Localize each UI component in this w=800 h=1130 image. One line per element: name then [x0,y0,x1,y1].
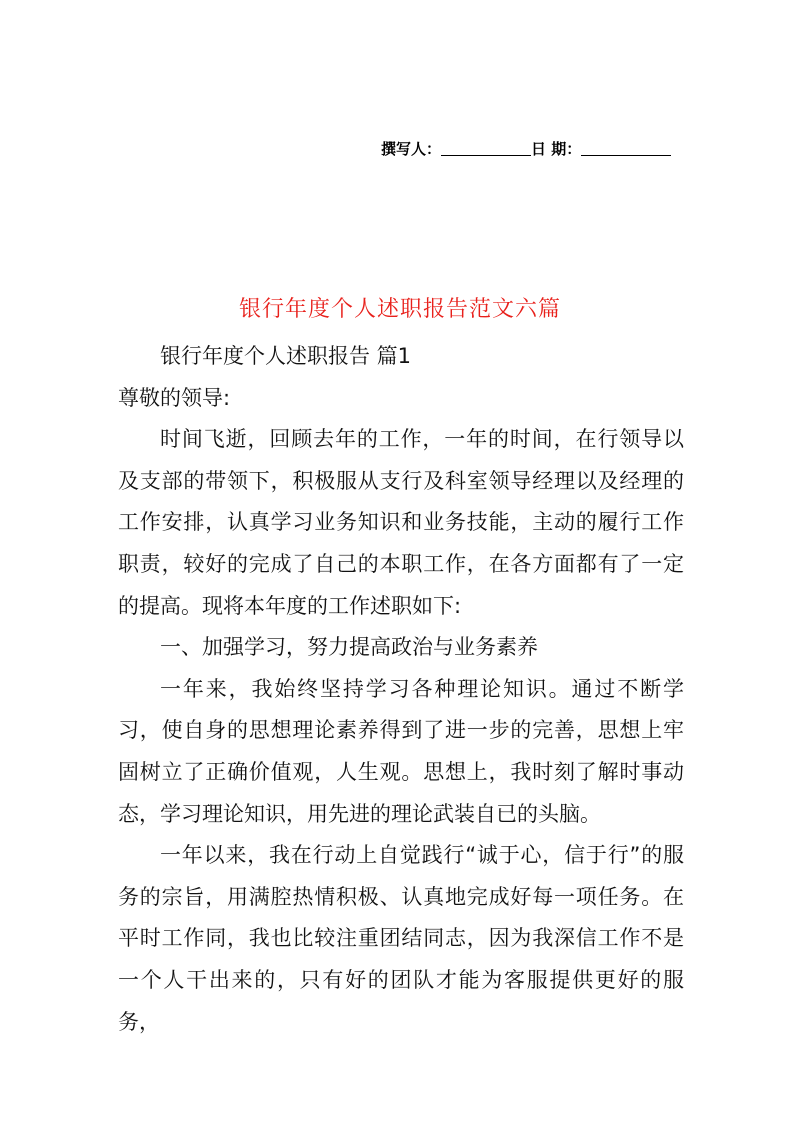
paragraph: 时间飞逝，回顾去年的工作，一年的时间，在行领导以及支部的带领下，积极服从支行及科室领导经理以及经理的工作安排，认真学习业务知识和业务技能，主动的履行工作职责，较好的完成了自己的本职工作，在各方面都有了一定的提高。现将本年度的工作述职如下: [118,427,684,618]
author-blank-field [441,141,531,156]
document-subtitle: 银行年度个人述职报告 篇1 [160,344,412,368]
date-label: 日 期： [531,140,582,158]
paragraph: 一年来，我始终坚持学习各种理论知识。通过不断学习，使自身的思想理论素养得到了进一步的完善，思想上牢固树立了正确价值观，人生观。思想上，我时刻了解时事动态，学习理论知识，用先进的理论武装自已的头脑。 [118,676,684,826]
paragraph: 一年以来，我在行动上自觉践行“诚于心，信于行”的服务的宗旨，用满腔热情积极、认真地完成好每一项任务。在平时工作同，我也比较注重团结同志，因为我深信工作不是一个人干出来的，只有好的团队才能为客服提供更好的服务， [118,843,684,1034]
author-date-line [381,138,671,159]
document-title: 银行年度个人述职报告范文六篇 [238,297,561,322]
document-body [118,336,684,1043]
date-blank-field [581,141,671,156]
salutation: 尊敬的领导: [118,385,231,410]
section-heading: 一、加强学习，努力提高政治与业务素养 [160,635,538,660]
author-label: 撰写人： [381,140,442,158]
